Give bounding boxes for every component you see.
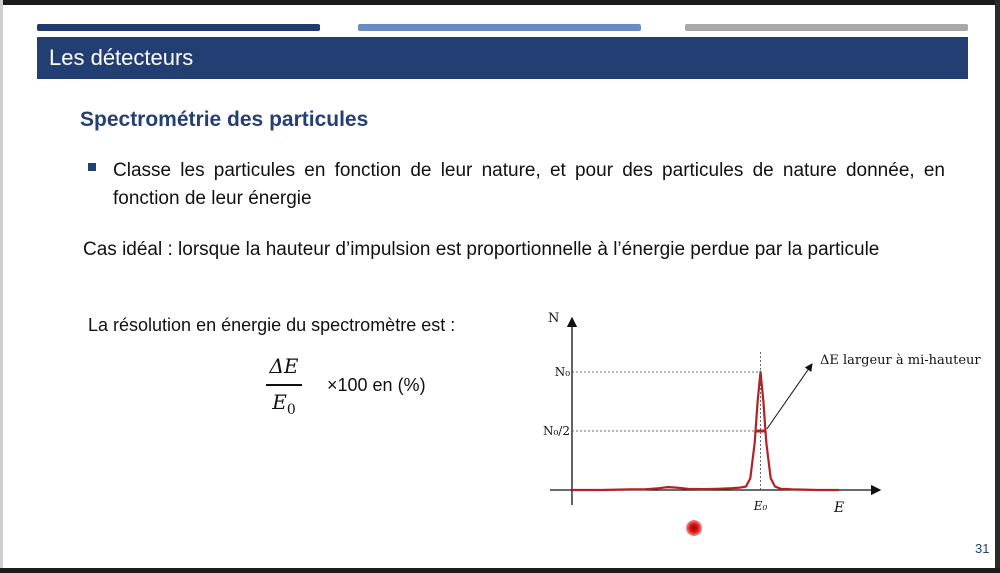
denominator-subscript: 0 <box>286 402 296 418</box>
bullet-text: Classe les particules en fonction de leur nature, et pour des particules de nature donnée, en fonction de leur énergie <box>113 160 945 209</box>
fwhm-annotation: ΔE largeur à mi-hauteur <box>820 353 981 368</box>
formula-suffix: ×100 en (%) <box>327 375 426 395</box>
fraction-denominator <box>266 390 302 418</box>
y-axis-label: N <box>548 311 560 326</box>
ideal-case-paragraph: Cas idéal : lorsque la hauteur d’impulsion est proportionnelle à l’énergie perdue par la particule <box>83 239 880 260</box>
progress-segment-2 <box>358 24 641 31</box>
y-tick-label-n0: N₀ <box>554 365 570 379</box>
window-top-border <box>0 0 1000 5</box>
x-axis-label: E <box>834 500 845 516</box>
y-tick-label-n0-half: N₀/2 <box>543 424 570 438</box>
progress-segment-3 <box>685 24 968 31</box>
fraction-bar <box>266 384 302 386</box>
denominator-base: E <box>272 390 287 414</box>
window-bottom-border <box>0 568 1000 573</box>
bullet-square-icon <box>88 163 96 171</box>
progress-segment-1 <box>37 24 320 31</box>
laser-pointer-dot <box>686 520 702 536</box>
slide-title: Les détecteurs <box>49 45 194 70</box>
resolution-fraction <box>266 354 302 418</box>
page-number: 31 <box>975 541 990 556</box>
x-tick-label-e0: E₀ <box>753 499 768 513</box>
spectrum-chart <box>520 300 995 525</box>
annotation-arrow <box>767 364 812 429</box>
fraction-numerator: ΔE <box>269 354 299 378</box>
resolution-label: La résolution en énergie du spectromètre est : <box>88 315 456 335</box>
window-right-border <box>995 0 1000 573</box>
title-bar <box>37 37 968 79</box>
section-subtitle: Spectrométrie des particules <box>80 108 369 131</box>
window-left-border <box>0 0 3 573</box>
